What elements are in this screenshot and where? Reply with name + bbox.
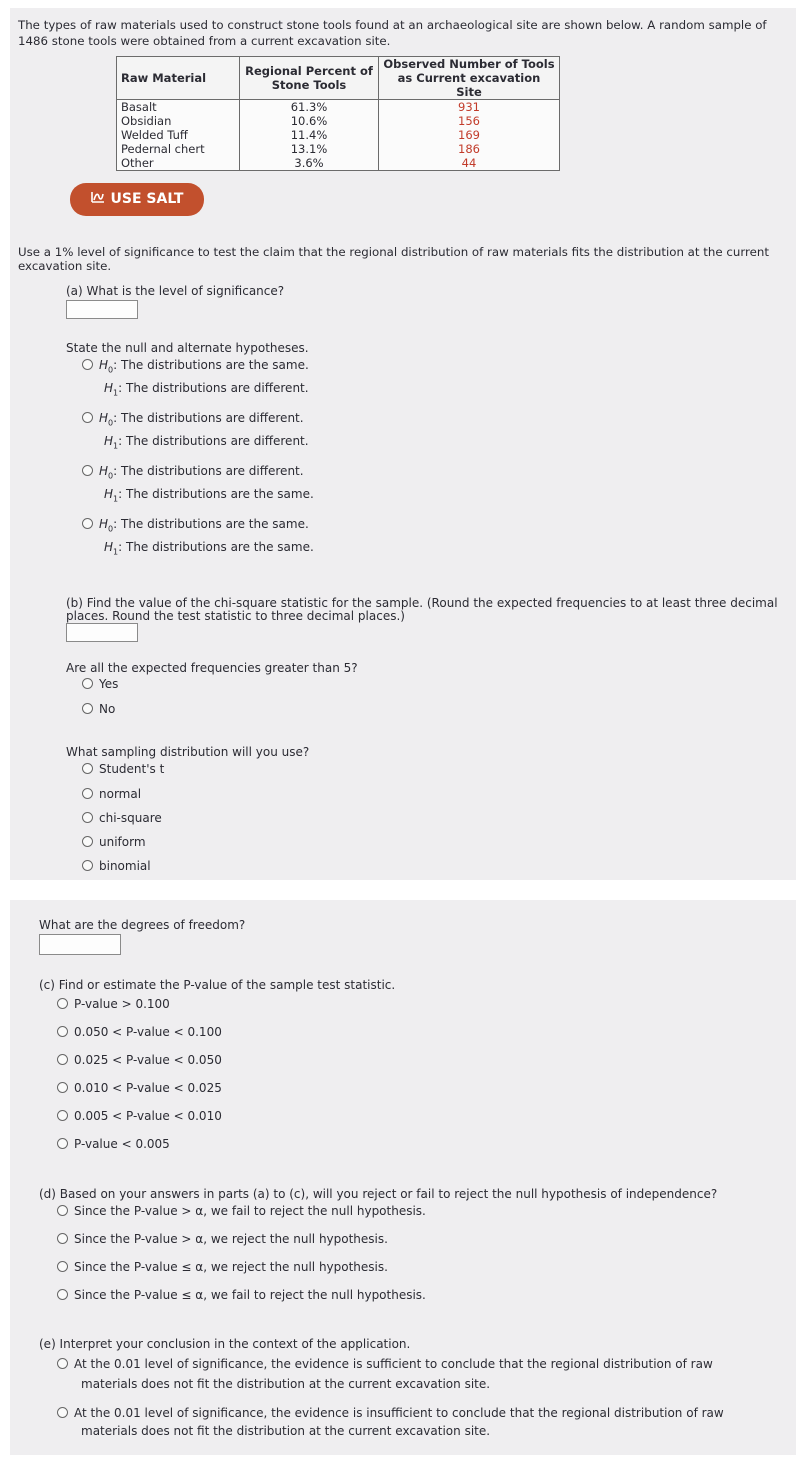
radio-circle[interactable] — [82, 860, 93, 871]
header-raw-material: Raw Material — [117, 57, 240, 100]
radio-circle[interactable] — [82, 812, 93, 823]
radio-circle[interactable] — [57, 1082, 68, 1093]
percent-cell: 10.6% — [290, 114, 328, 128]
dist-option-binomial[interactable]: binomial — [82, 859, 151, 874]
chi-square-input[interactable] — [66, 623, 138, 642]
use-salt-button[interactable] — [70, 183, 204, 216]
instruction-line-2: excavation site. — [18, 259, 112, 273]
radio-circle[interactable] — [57, 1138, 68, 1149]
observed-cell: 156 — [458, 114, 480, 128]
radio-circle[interactable] — [57, 998, 68, 1009]
pvalue-option-2[interactable]: 0.050 < P-value < 0.100 — [57, 1025, 222, 1040]
material-cell: Other — [121, 156, 154, 170]
radio-circle[interactable] — [57, 1358, 68, 1369]
pvalue-option-6[interactable]: P-value < 0.005 — [57, 1137, 170, 1152]
radio-circle[interactable] — [57, 1233, 68, 1244]
sampling-dist-question: What sampling distribution will you use? — [66, 745, 310, 759]
percent-column — [240, 100, 379, 171]
table-header-row — [117, 57, 560, 100]
conclusion-option-2-line-2: materials does not fit the distribution at the current excavation site. — [81, 1424, 491, 1438]
radio-circle[interactable] — [82, 518, 93, 529]
material-cell: Basalt — [121, 100, 157, 114]
part-a-question: (a) What is the level of significance? — [66, 284, 285, 298]
header-regional-percent: Regional Percent of Stone Tools — [240, 57, 379, 100]
part-e-question: (e) Interpret your conclusion in the context of the application. — [39, 1337, 411, 1351]
intro-line-1: The types of raw materials used to construct stone tools found at an archaeological site are shown below. A random sample of — [18, 18, 767, 32]
radio-circle[interactable] — [57, 1026, 68, 1037]
dist-option-uniform[interactable]: uniform — [82, 835, 146, 850]
radio-circle[interactable] — [57, 1110, 68, 1121]
degrees-of-freedom-input[interactable] — [39, 934, 121, 955]
observed-cell: 931 — [458, 100, 480, 114]
percent-cell: 11.4% — [290, 128, 328, 142]
part-d-question: (d) Based on your answers in parts (a) to (c), will you reject or fail to reject the null hypothesis of independence? — [39, 1187, 718, 1201]
percent-cell: 13.1% — [290, 142, 328, 156]
radio-circle[interactable] — [82, 788, 93, 799]
radio-circle[interactable] — [82, 359, 93, 370]
hypothesis-option-4-h1: $H_1$: The distributions are the same. — [104, 540, 314, 557]
radio-circle[interactable] — [82, 412, 93, 423]
part-b-line-1: (b) Find the value of the chi-square statistic for the sample. (Round the expected frequencies to at least three decimal — [66, 596, 778, 610]
dist-option-chi-square[interactable]: chi-square — [82, 811, 162, 826]
hypothesis-option-4[interactable]: $H_0$: The distributions are the same. — [82, 517, 309, 536]
pvalue-option-4[interactable]: 0.010 < P-value < 0.025 — [57, 1081, 222, 1096]
hypothesis-option-3[interactable]: $H_0$: The distributions are different. — [82, 464, 304, 483]
conclusion-option-1[interactable]: At the 0.01 level of significance, the evidence is sufficient to conclude that the regional distribution of raw — [57, 1357, 713, 1372]
degrees-of-freedom-question: What are the degrees of freedom? — [39, 918, 246, 932]
expected-freq-question: Are all the expected frequencies greater than 5? — [66, 661, 358, 675]
pvalue-option-3[interactable]: 0.025 < P-value < 0.050 — [57, 1053, 222, 1068]
conclusion-option-1-line-2: materials does not fit the distribution at the current excavation site. — [81, 1377, 491, 1391]
hypotheses-prompt: State the null and alternate hypotheses. — [66, 341, 309, 355]
decision-option-3[interactable]: Since the P-value ≤ α, we reject the null hypothesis. — [57, 1260, 388, 1275]
material-cell: Welded Tuff — [121, 128, 188, 142]
salt-icon — [91, 183, 105, 216]
decision-option-4[interactable]: Since the P-value ≤ α, we fail to reject the null hypothesis. — [57, 1288, 426, 1303]
material-cell: Obsidian — [121, 114, 172, 128]
expected-no-option[interactable]: No — [82, 702, 115, 717]
part-c-question: (c) Find or estimate the P-value of the sample test statistic. — [39, 978, 396, 992]
use-salt-label: USE SALT — [110, 191, 184, 207]
decision-option-2[interactable]: Since the P-value > α, we reject the null hypothesis. — [57, 1232, 388, 1247]
pvalue-option-1[interactable]: P-value > 0.100 — [57, 997, 170, 1012]
radio-circle[interactable] — [82, 465, 93, 476]
radio-circle[interactable] — [57, 1261, 68, 1272]
table-body — [117, 100, 560, 171]
radio-circle[interactable] — [82, 678, 93, 689]
decision-option-1[interactable]: Since the P-value > α, we fail to reject the null hypothesis. — [57, 1204, 426, 1219]
hypothesis-option-1-h1: $H_1$: The distributions are different. — [104, 381, 309, 398]
significance-input[interactable] — [66, 300, 138, 319]
hypothesis-option-2[interactable]: $H_0$: The distributions are different. — [82, 411, 304, 430]
material-cell: Pedernal chert — [121, 142, 205, 156]
radio-circle[interactable] — [57, 1407, 68, 1418]
conclusion-option-2[interactable]: At the 0.01 level of significance, the evidence is insufficient to conclude that the regional distribution of raw — [57, 1406, 724, 1421]
pvalue-option-5[interactable]: 0.005 < P-value < 0.010 — [57, 1109, 222, 1124]
raw-material-table — [116, 56, 560, 171]
radio-circle[interactable] — [57, 1205, 68, 1216]
observed-column — [379, 100, 560, 171]
radio-circle[interactable] — [82, 763, 93, 774]
percent-cell: 61.3% — [290, 100, 328, 114]
observed-cell: 186 — [458, 142, 480, 156]
material-column — [117, 100, 240, 171]
part-b-line-2: places. Round the test statistic to three decimal places.) — [66, 609, 405, 623]
dist-option-students-t[interactable]: Student's t — [82, 762, 164, 777]
radio-circle[interactable] — [82, 836, 93, 847]
header-observed-number: Observed Number of Tools as Current excavation Site — [379, 57, 560, 100]
observed-cell: 169 — [458, 128, 480, 142]
intro-line-2: 1486 stone tools were obtained from a current excavation site. — [18, 34, 391, 48]
radio-circle[interactable] — [57, 1054, 68, 1065]
hypothesis-option-1[interactable]: $H_0$: The distributions are the same. — [82, 358, 309, 377]
percent-cell: 3.6% — [294, 156, 324, 170]
dist-option-normal[interactable]: normal — [82, 787, 141, 802]
instruction-line-1: Use a 1% level of significance to test the claim that the regional distribution of raw materials fits the distribution at the current — [18, 245, 769, 259]
radio-circle[interactable] — [57, 1289, 68, 1300]
expected-yes-option[interactable]: Yes — [82, 677, 118, 692]
radio-circle[interactable] — [82, 703, 93, 714]
hypothesis-option-2-h1: $H_1$: The distributions are different. — [104, 434, 309, 451]
observed-cell: 44 — [461, 156, 477, 170]
hypothesis-option-3-h1: $H_1$: The distributions are the same. — [104, 487, 314, 504]
